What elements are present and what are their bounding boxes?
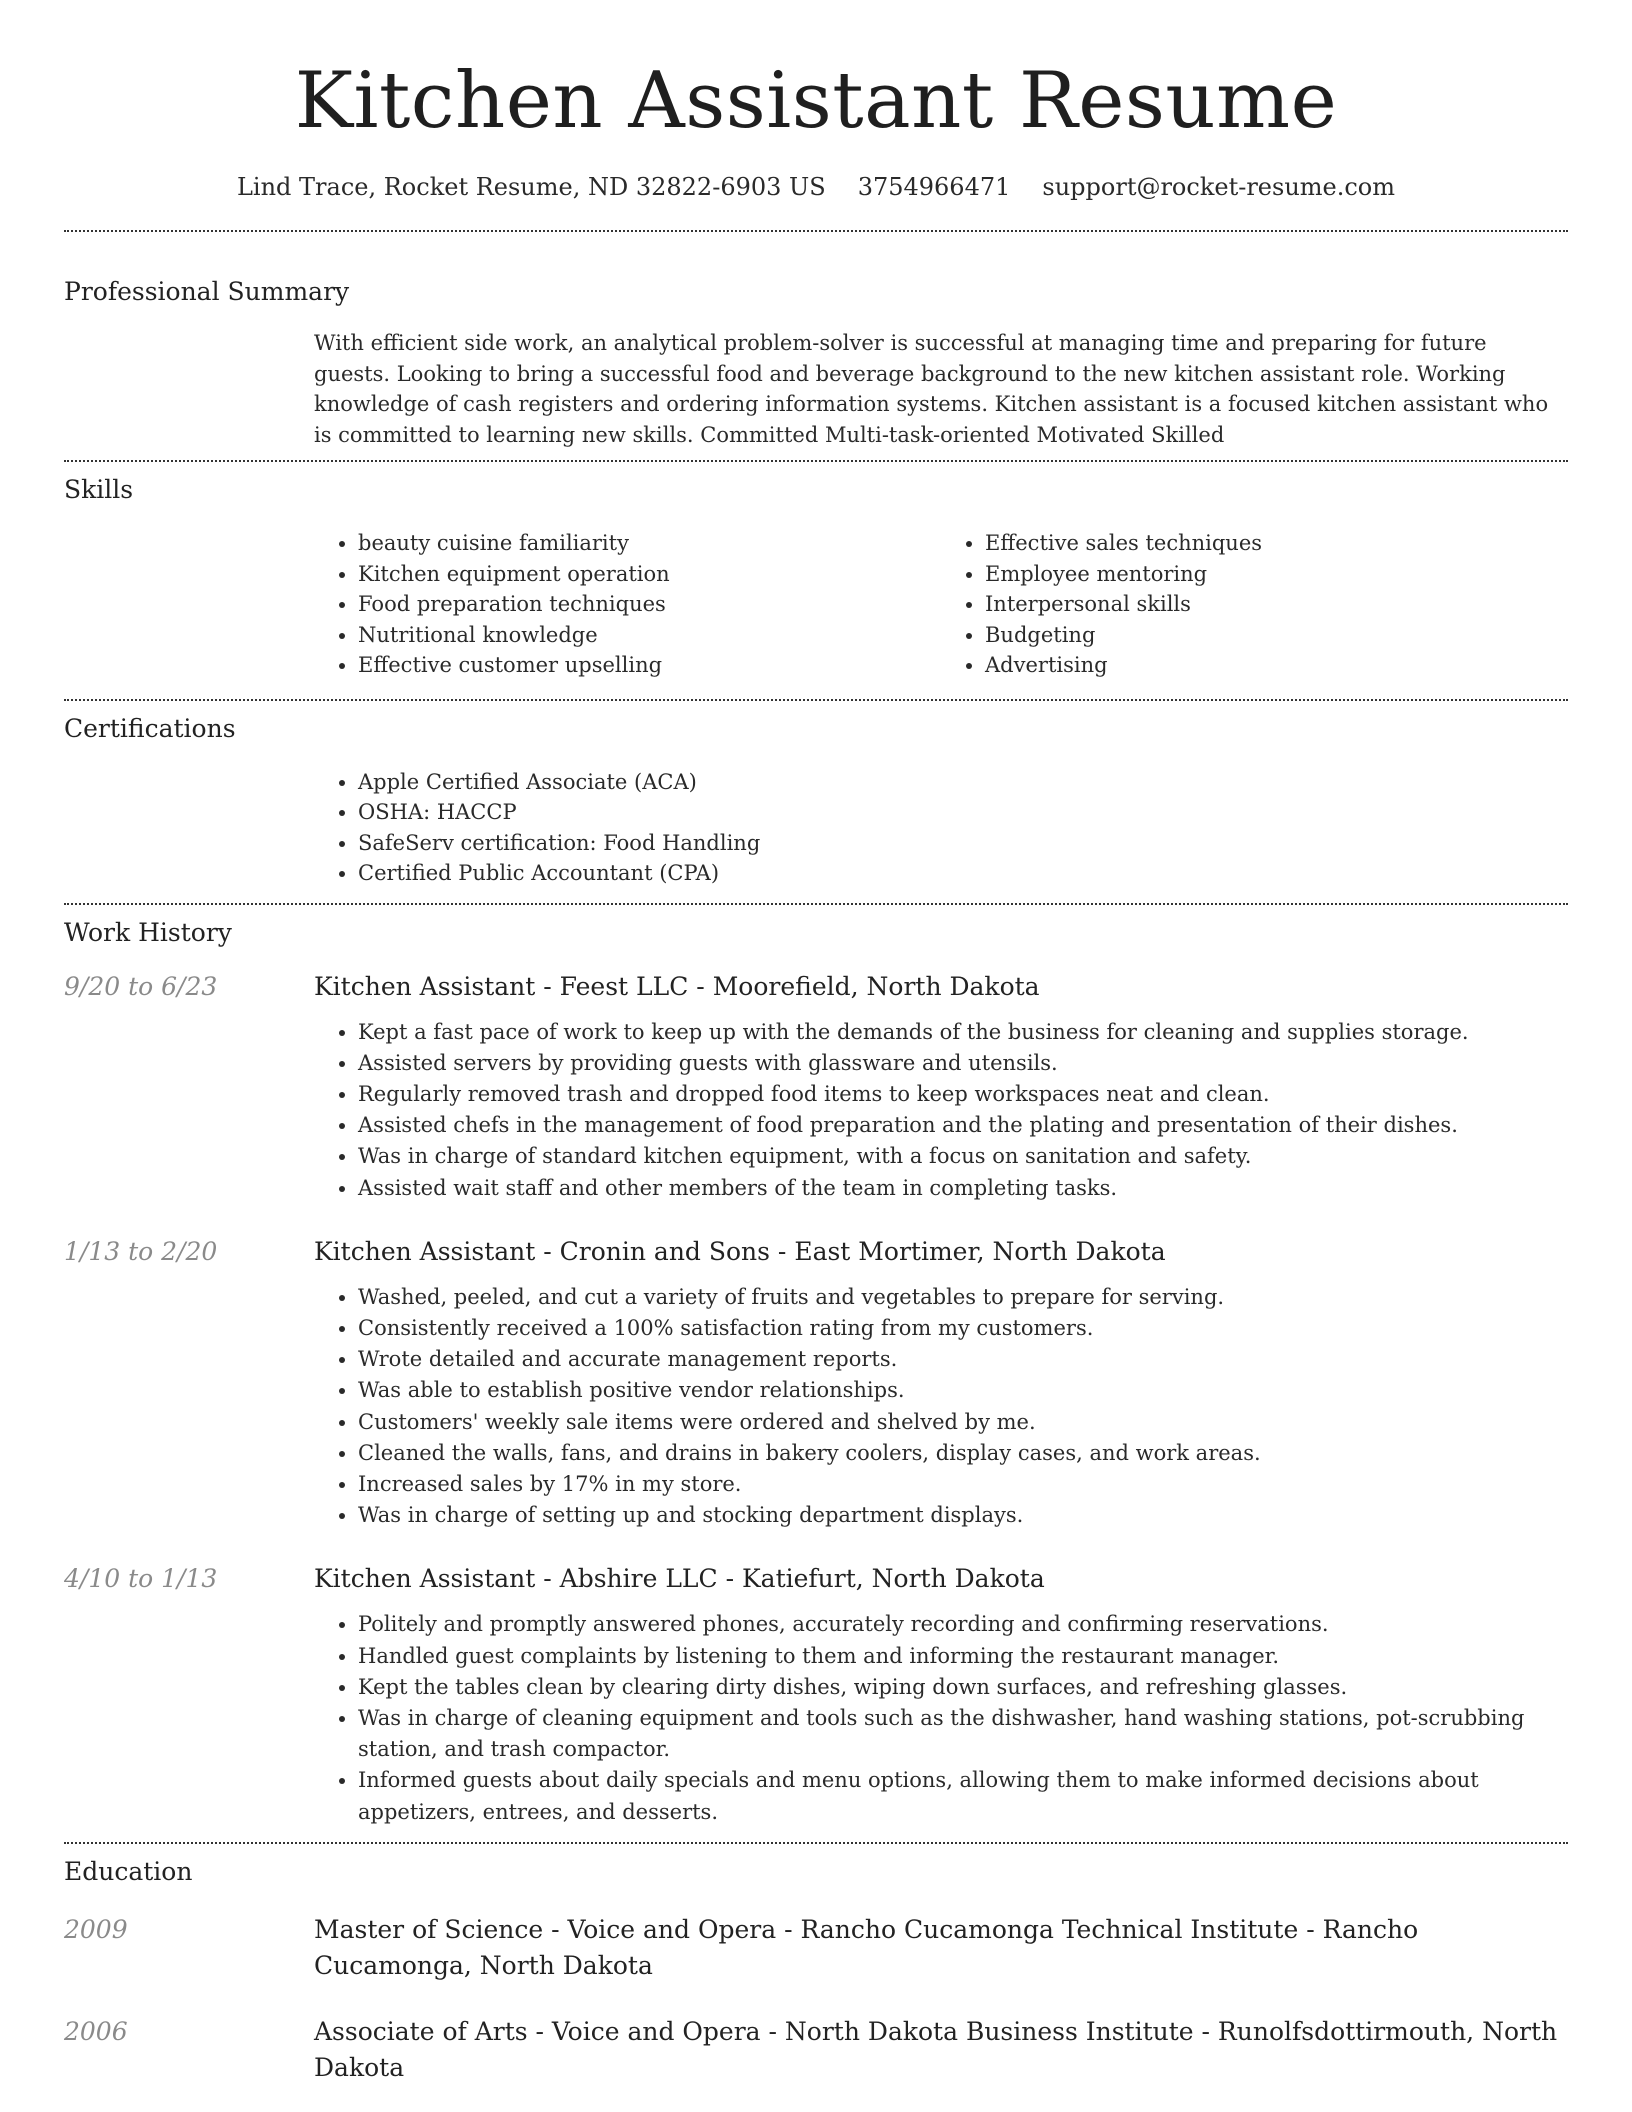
skill-item: • Interpersonal skills bbox=[985, 589, 1568, 620]
job-bullet: • Cleaned the walls, fans, and drains in bakery coolers, display cases, and work areas. bbox=[358, 1438, 1568, 1469]
certifications-list bbox=[314, 767, 1568, 889]
contact-phone: 3754966471 bbox=[857, 173, 1011, 201]
education-date: 2009 bbox=[64, 1914, 128, 1944]
certifications-heading: Certifications bbox=[64, 713, 236, 743]
education-title: Master of Science - Voice and Opera - Rancho Cucamonga Technical Institute - Rancho Cucamonga, North Dakota bbox=[314, 1914, 1419, 1980]
job-bullet: • Consistently received a 100% satisfaction rating from my customers. bbox=[358, 1313, 1568, 1344]
job-bullet: • Was in charge of standard kitchen equipment, with a focus on sanitation and safety. bbox=[358, 1141, 1568, 1172]
job-date: 1/13 to 2/20 bbox=[64, 1236, 218, 1266]
education-header bbox=[64, 1912, 1568, 1984]
education-entry bbox=[64, 2014, 1568, 2086]
skill-item: • beauty cuisine familiarity bbox=[358, 528, 941, 559]
job-title: Kitchen Assistant - Cronin and Sons - East Mortimer, North Dakota bbox=[314, 1236, 1166, 1266]
job-entry bbox=[64, 1561, 1568, 1827]
skill-item: • Food preparation techniques bbox=[358, 589, 941, 620]
job-bullet: • Kept the tables clean by clearing dirty dishes, wiping down surfaces, and refreshing glasses. bbox=[358, 1672, 1568, 1703]
contact-email: support@rocket-resume.com bbox=[1042, 173, 1396, 201]
skills-heading: Skills bbox=[64, 475, 134, 504]
skill-item: • Effective sales techniques bbox=[985, 528, 1568, 559]
education-section bbox=[64, 1856, 1568, 2086]
summary-heading: Professional Summary bbox=[64, 277, 350, 306]
divider bbox=[64, 699, 1568, 701]
work-history-heading: Work History bbox=[64, 917, 232, 947]
contact-address: Lind Trace, Rocket Resume, ND 32822-6903 US bbox=[236, 173, 826, 201]
job-bullet: • Increased sales by 17% in my store. bbox=[358, 1469, 1568, 1500]
certification-item: • Apple Certified Associate (ACA) bbox=[358, 767, 1568, 798]
divider bbox=[64, 903, 1568, 905]
job-bullet: • Informed guests about daily specials and menu options, allowing them to make informed decisions about appetizers, entrees, and desserts. bbox=[358, 1765, 1568, 1827]
skill-item: • Advertising bbox=[985, 650, 1568, 681]
divider bbox=[64, 460, 1568, 462]
education-title: Associate of Arts - Voice and Opera - North Dakota Business Institute - Runolfsdottirmouth, North Dakota bbox=[314, 2016, 1558, 2082]
job-bullet: • Assisted servers by providing guests with glassware and utensils. bbox=[358, 1048, 1568, 1079]
job-bullet: • Assisted chefs in the management of food preparation and the plating and presentation of their dishes. bbox=[358, 1110, 1568, 1141]
job-bullets bbox=[314, 1609, 1568, 1827]
job-bullet: • Politely and promptly answered phones, accurately recording and confirming reservations. bbox=[358, 1609, 1568, 1640]
contact-line bbox=[64, 170, 1568, 204]
certifications-body bbox=[314, 767, 1568, 889]
job-bullet: • Washed, peeled, and cut a variety of fruits and vegetables to prepare for serving. bbox=[358, 1282, 1568, 1313]
skill-item: • Employee mentoring bbox=[985, 559, 1568, 590]
job-bullet: • Was in charge of cleaning equipment and tools such as the dishwasher, hand washing stations, pot-scrubbing station, and trash compactor. bbox=[358, 1703, 1568, 1765]
job-bullet: • Kept a fast pace of work to keep up with the demands of the business for cleaning and supplies storage. bbox=[358, 1017, 1568, 1048]
job-bullet: • Wrote detailed and accurate management reports. bbox=[358, 1344, 1568, 1375]
education-date: 2006 bbox=[64, 2016, 128, 2046]
job-date: 4/10 to 1/13 bbox=[64, 1564, 218, 1594]
education-entry bbox=[64, 1912, 1568, 1984]
job-date: 9/20 to 6/23 bbox=[64, 971, 218, 1001]
skills-columns bbox=[314, 528, 1568, 681]
education-heading: Education bbox=[64, 1856, 193, 1886]
skills-list-right bbox=[941, 528, 1568, 681]
job-header bbox=[64, 1561, 1568, 1597]
work-history-section bbox=[64, 917, 1568, 1828]
certifications-section bbox=[64, 713, 1568, 889]
job-bullet: • Handled guest complaints by listening to them and informing the restaurant manager. bbox=[358, 1641, 1568, 1672]
job-bullets bbox=[314, 1282, 1568, 1532]
job-bullet: • Was able to establish positive vendor relationships. bbox=[358, 1375, 1568, 1406]
skill-item: • Nutritional knowledge bbox=[358, 620, 941, 651]
summary-section bbox=[64, 276, 1568, 450]
job-entry bbox=[64, 969, 1568, 1204]
job-bullet: • Was in charge of setting up and stocking department displays. bbox=[358, 1500, 1568, 1531]
certification-item: • SafeServ certification: Food Handling bbox=[358, 828, 1568, 859]
skill-item: • Effective customer upselling bbox=[358, 650, 941, 681]
skills-list-left bbox=[314, 528, 941, 681]
job-bullets bbox=[314, 1017, 1568, 1204]
skill-item: • Budgeting bbox=[985, 620, 1568, 651]
job-header bbox=[64, 1234, 1568, 1270]
resume-title: Kitchen Assistant Resume bbox=[294, 56, 1338, 146]
certification-item: • OSHA: HACCP bbox=[358, 797, 1568, 828]
job-bullet: • Regularly removed trash and dropped food items to keep workspaces neat and clean. bbox=[358, 1079, 1568, 1110]
divider bbox=[64, 230, 1568, 232]
job-bullet: • Customers' weekly sale items were ordered and shelved by me. bbox=[358, 1407, 1568, 1438]
job-title: Kitchen Assistant - Abshire LLC - Katiefurt, North Dakota bbox=[314, 1564, 1045, 1594]
job-title: Kitchen Assistant - Feest LLC - Moorefield, North Dakota bbox=[314, 971, 1040, 1001]
skill-item: • Kitchen equipment operation bbox=[358, 559, 941, 590]
job-entry bbox=[64, 1234, 1568, 1532]
divider bbox=[64, 1842, 1568, 1844]
summary-text: With efficient side work, an analytical problem-solver is successful at managing time and preparing for future guests. Looking to bring a successful food and beverage background to the new kitchen assistant role. Working knowledge of cash registers and ordering information systems. Kitchen assistant is a focused kitchen assistant who is committed to learning new skills. Committed Multi-task-oriented Motivated Skilled bbox=[314, 331, 1549, 447]
job-header bbox=[64, 969, 1568, 1005]
resume-page bbox=[64, 0, 1568, 2086]
job-bullet: • Assisted wait staff and other members of the team in completing tasks. bbox=[358, 1173, 1568, 1204]
skills-section bbox=[64, 474, 1568, 681]
certification-item: • Certified Public Accountant (CPA) bbox=[358, 858, 1568, 889]
education-header bbox=[64, 2014, 1568, 2086]
